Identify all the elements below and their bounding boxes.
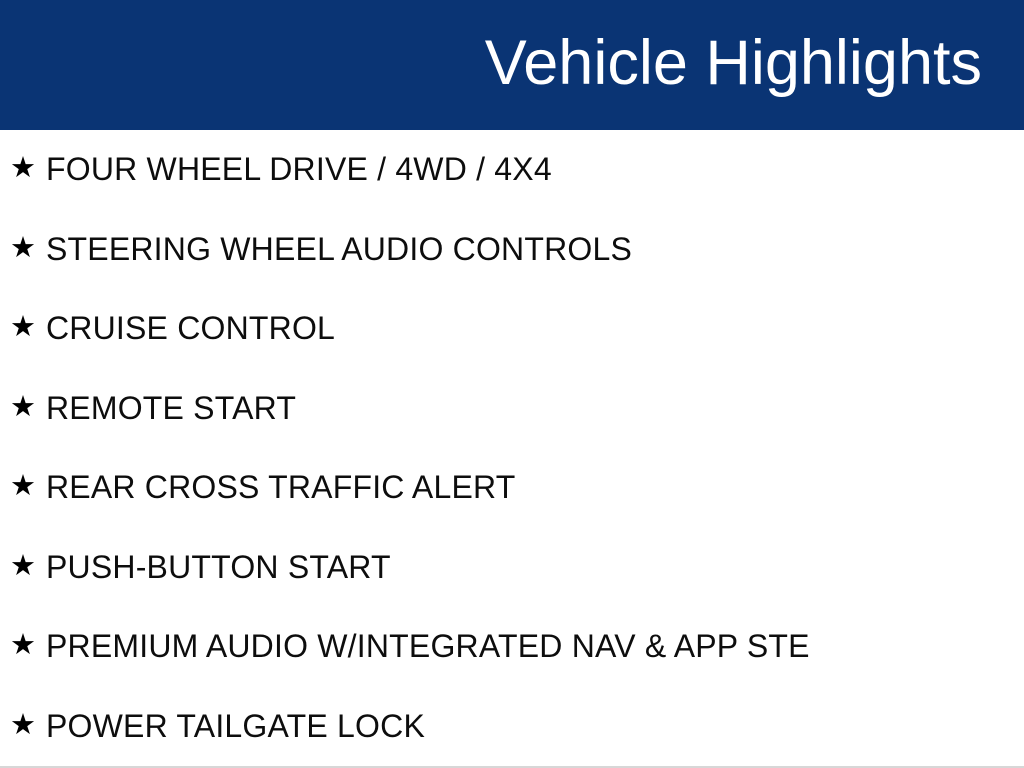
feature-list	[0, 130, 1024, 768]
star-bullet-icon: ★	[10, 629, 36, 662]
list-item	[10, 687, 1014, 767]
feature-label: REAR CROSS TRAFFIC ALERT	[46, 469, 516, 506]
feature-label: STEERING WHEEL AUDIO CONTROLS	[46, 230, 633, 267]
feature-label: CRUISE CONTROL	[46, 310, 336, 347]
list-item	[10, 528, 1014, 608]
feature-label: FOUR WHEEL DRIVE / 4WD / 4X4	[46, 151, 552, 188]
list-item	[10, 448, 1014, 528]
star-bullet-icon: ★	[10, 549, 36, 582]
feature-label: REMOTE START	[46, 389, 297, 426]
star-bullet-icon: ★	[10, 390, 36, 423]
star-bullet-icon: ★	[10, 470, 36, 503]
list-item	[10, 289, 1014, 369]
list-item	[10, 369, 1014, 449]
feature-label: PREMIUM AUDIO W/INTEGRATED NAV & APP STE	[46, 628, 810, 665]
star-bullet-icon: ★	[10, 708, 36, 741]
list-item	[10, 130, 1014, 210]
list-item	[10, 210, 1014, 290]
star-bullet-icon: ★	[10, 311, 36, 344]
list-item	[10, 607, 1014, 687]
star-bullet-icon: ★	[10, 152, 36, 185]
feature-label: PUSH-BUTTON START	[46, 548, 391, 585]
page-title: Vehicle Highlights	[484, 27, 982, 98]
star-bullet-icon: ★	[10, 231, 36, 264]
header-bar	[0, 0, 1024, 130]
feature-label: POWER TAILGATE LOCK	[46, 707, 425, 744]
